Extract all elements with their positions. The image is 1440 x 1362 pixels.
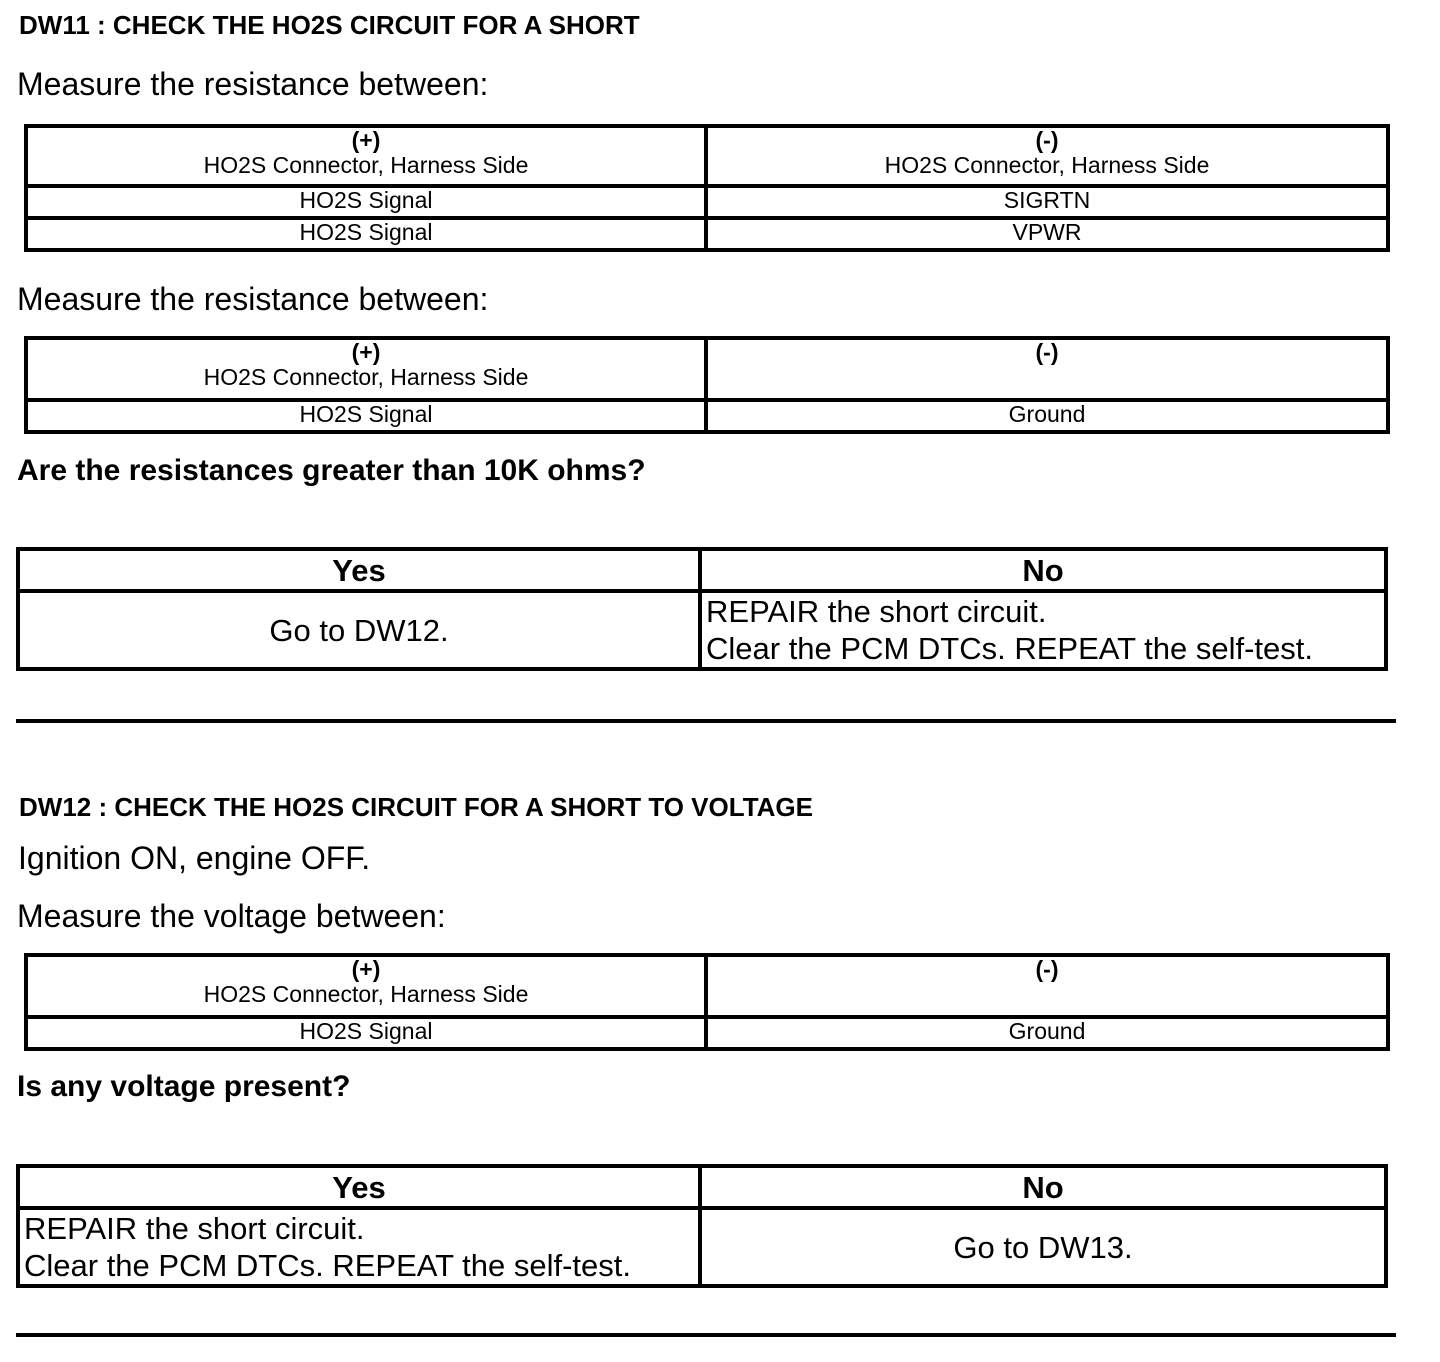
cell-plus: HO2S Signal	[26, 218, 706, 250]
cell-minus: SIGRTN	[706, 186, 1388, 218]
cell-plus: HO2S Signal	[26, 186, 706, 218]
table-row	[26, 218, 1388, 250]
no-action: Go to DW13.	[700, 1208, 1386, 1286]
yes-action-line-1: REPAIR the short circuit.	[24, 1211, 365, 1246]
dw11-question: Are the resistances greater than 10K ohms?	[17, 454, 646, 487]
yes-action-line-2: Clear the PCM DTCs. REPEAT the self-test.	[24, 1248, 631, 1283]
no-action-line-1: REPAIR the short circuit.	[706, 594, 1047, 629]
table-row	[26, 186, 1388, 218]
plus-header-label: HO2S Connector, Harness Side	[203, 152, 529, 178]
dw12-instruction-2: Measure the voltage between:	[17, 898, 446, 934]
plus-symbol: (+)	[351, 956, 381, 982]
no-action	[700, 591, 1386, 669]
cell-plus: HO2S Signal	[26, 1017, 706, 1049]
col-minus-header	[706, 126, 1388, 186]
cell-minus: Ground	[706, 1017, 1388, 1049]
table-row	[26, 400, 1388, 432]
dw12-question: Is any voltage present?	[17, 1070, 351, 1103]
dw11-measure-table-2	[24, 336, 1390, 434]
plus-symbol: (+)	[351, 339, 381, 365]
section-divider	[16, 1333, 1396, 1337]
dw11-instruction-2: Measure the resistance between:	[17, 281, 489, 317]
minus-symbol: (-)	[1035, 339, 1059, 365]
yes-action	[18, 1208, 700, 1286]
dw12-heading: DW12 : CHECK THE HO2S CIRCUIT FOR A SHORT TO VOLTAGE	[19, 792, 813, 822]
col-minus-header	[706, 955, 1388, 1017]
no-header: No	[700, 549, 1386, 591]
minus-header-label: HO2S Connector, Harness Side	[884, 152, 1210, 178]
dw11-heading: DW11 : CHECK THE HO2S CIRCUIT FOR A SHORT	[19, 10, 640, 40]
dw11-answer-table	[16, 547, 1388, 671]
no-action-line-2: Clear the PCM DTCs. REPEAT the self-test.	[706, 631, 1313, 666]
cell-minus: VPWR	[706, 218, 1388, 250]
yes-header: Yes	[18, 1166, 700, 1208]
plus-header-label: HO2S Connector, Harness Side	[203, 364, 529, 390]
plus-symbol: (+)	[351, 127, 381, 153]
minus-symbol: (-)	[1035, 127, 1059, 153]
cell-plus: HO2S Signal	[26, 400, 706, 432]
no-header: No	[700, 1166, 1386, 1208]
dw11-instruction-1: Measure the resistance between:	[17, 66, 489, 102]
minus-symbol: (-)	[1035, 956, 1059, 982]
cell-minus: Ground	[706, 400, 1388, 432]
yes-action: Go to DW12.	[18, 591, 700, 669]
yes-header: Yes	[18, 549, 700, 591]
col-plus-header	[26, 126, 706, 186]
table-row	[26, 1017, 1388, 1049]
col-minus-header	[706, 338, 1388, 400]
section-divider	[16, 719, 1396, 723]
dw12-instruction-1: Ignition ON, engine OFF.	[18, 840, 371, 876]
plus-header-label: HO2S Connector, Harness Side	[203, 981, 529, 1007]
dw12-measure-table	[24, 953, 1390, 1051]
dw11-measure-table-1	[24, 124, 1390, 252]
col-plus-header	[26, 955, 706, 1017]
col-plus-header	[26, 338, 706, 400]
dw12-answer-table	[16, 1164, 1388, 1288]
